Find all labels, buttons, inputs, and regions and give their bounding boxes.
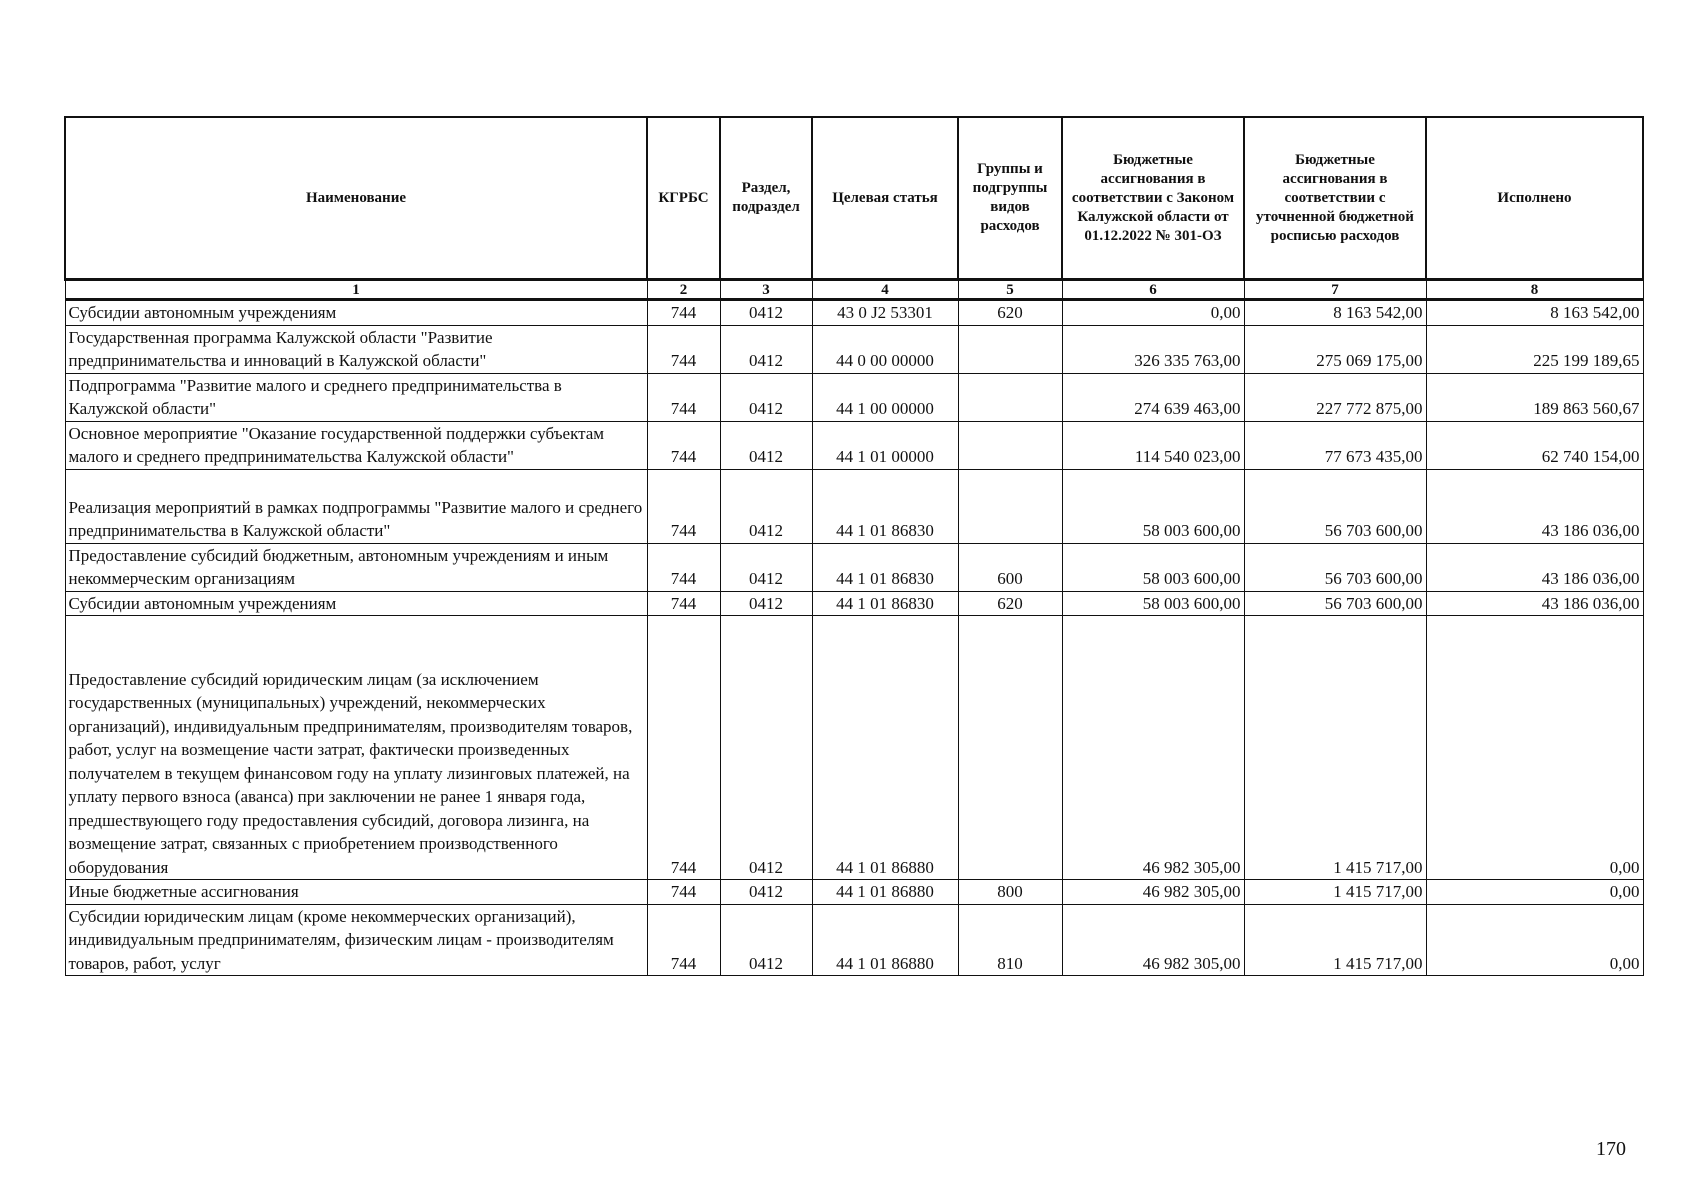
row-expense-group: 800: [958, 880, 1062, 905]
row-expense-group: [958, 325, 1062, 373]
row-name: Предоставление субсидий юридическим лицам (за исключением государственных (муниципальных) учреждений, некоммерческих организаций), индивидуальным предпринимателям, производителям товаров, работ, услуг на возмещение части затрат, фактически произведенных получателем в текущем финансовом году на уплату лизинговых платежей, на уплату первого взноса (аванса) при заключении не ранее 1 января года, предшествующего году предоставления субсидий, договора лизинга, на возмещение затрат, связанных с приобретением производственного оборудования: [65, 616, 647, 880]
table-row: [65, 616, 1643, 880]
row-name: Подпрограмма "Развитие малого и среднего предпринимательства в Калужской области": [65, 373, 647, 421]
header-name: Наименование: [65, 117, 647, 280]
row-law-amount: 58 003 600,00: [1062, 543, 1244, 591]
row-expense-group: [958, 373, 1062, 421]
row-revised-amount: 275 069 175,00: [1244, 325, 1426, 373]
budget-table: [64, 116, 1644, 976]
row-razdel: 0412: [720, 325, 812, 373]
row-kgrbs: 744: [647, 880, 720, 905]
column-number: 1: [65, 280, 647, 300]
row-name: Государственная программа Калужской области "Развитие предпринимательства и инноваций в Калужской области": [65, 325, 647, 373]
row-kgrbs: 744: [647, 469, 720, 543]
row-razdel: 0412: [720, 543, 812, 591]
row-name: Реализация мероприятий в рамках подпрограммы "Развитие малого и среднего предпринимательства в Калужской области": [65, 469, 647, 543]
row-law-amount: 58 003 600,00: [1062, 469, 1244, 543]
row-kgrbs: 744: [647, 904, 720, 976]
row-kgrbs: 744: [647, 543, 720, 591]
table-row: [65, 904, 1643, 976]
column-number: 2: [647, 280, 720, 300]
row-name: Иные бюджетные ассигнования: [65, 880, 647, 905]
row-law-amount: 326 335 763,00: [1062, 325, 1244, 373]
header-row: [65, 117, 1643, 280]
row-target-article: 44 1 01 86830: [812, 543, 958, 591]
row-target-article: 44 1 00 00000: [812, 373, 958, 421]
row-executed-amount: 43 186 036,00: [1426, 591, 1643, 616]
row-executed-amount: 43 186 036,00: [1426, 543, 1643, 591]
row-name: Субсидии автономным учреждениям: [65, 300, 647, 326]
row-executed-amount: 0,00: [1426, 904, 1643, 976]
row-kgrbs: 744: [647, 421, 720, 469]
table-row: [65, 469, 1643, 543]
row-revised-amount: 56 703 600,00: [1244, 469, 1426, 543]
row-target-article: 44 1 01 86880: [812, 904, 958, 976]
header-expense-group: Группы и подгруппы видов расходов: [958, 117, 1062, 280]
table-row: [65, 591, 1643, 616]
header-razdel: Раздел, подраздел: [720, 117, 812, 280]
table-row: [65, 373, 1643, 421]
row-executed-amount: 0,00: [1426, 880, 1643, 905]
page-number: 170: [1596, 1138, 1626, 1160]
row-executed-amount: 8 163 542,00: [1426, 300, 1643, 326]
header-law-allocations: Бюджетные ассигнования в соответствии с Законом Калужской области от 01.12.2022 № 301-ОЗ: [1062, 117, 1244, 280]
row-expense-group: [958, 616, 1062, 880]
row-razdel: 0412: [720, 904, 812, 976]
row-expense-group: [958, 421, 1062, 469]
row-razdel: 0412: [720, 469, 812, 543]
row-name: Субсидии автономным учреждениям: [65, 591, 647, 616]
row-law-amount: 46 982 305,00: [1062, 904, 1244, 976]
row-razdel: 0412: [720, 421, 812, 469]
row-expense-group: 600: [958, 543, 1062, 591]
row-target-article: 44 0 00 00000: [812, 325, 958, 373]
row-razdel: 0412: [720, 880, 812, 905]
row-revised-amount: 1 415 717,00: [1244, 904, 1426, 976]
row-name: Субсидии юридическим лицам (кроме некоммерческих организаций), индивидуальным предпринимателям, физическим лицам - производителям товаров, работ, услуг: [65, 904, 647, 976]
table-row: [65, 543, 1643, 591]
row-target-article: 44 1 01 00000: [812, 421, 958, 469]
column-number: 6: [1062, 280, 1244, 300]
row-target-article: 44 1 01 86880: [812, 616, 958, 880]
row-law-amount: 58 003 600,00: [1062, 591, 1244, 616]
row-kgrbs: 744: [647, 300, 720, 326]
row-revised-amount: 8 163 542,00: [1244, 300, 1426, 326]
row-kgrbs: 744: [647, 325, 720, 373]
row-law-amount: 274 639 463,00: [1062, 373, 1244, 421]
header-target-article: Целевая статья: [812, 117, 958, 280]
column-number: 8: [1426, 280, 1643, 300]
row-target-article: 44 1 01 86880: [812, 880, 958, 905]
row-expense-group: 810: [958, 904, 1062, 976]
row-executed-amount: 0,00: [1426, 616, 1643, 880]
table-row: [65, 421, 1643, 469]
row-target-article: 44 1 01 86830: [812, 469, 958, 543]
column-number: 3: [720, 280, 812, 300]
row-law-amount: 46 982 305,00: [1062, 880, 1244, 905]
row-name: Предоставление субсидий бюджетным, автономным учреждениям и иным некоммерческим организациям: [65, 543, 647, 591]
table-row: [65, 300, 1643, 326]
row-executed-amount: 225 199 189,65: [1426, 325, 1643, 373]
row-expense-group: 620: [958, 591, 1062, 616]
row-razdel: 0412: [720, 616, 812, 880]
row-kgrbs: 744: [647, 591, 720, 616]
row-razdel: 0412: [720, 373, 812, 421]
row-executed-amount: 43 186 036,00: [1426, 469, 1643, 543]
row-razdel: 0412: [720, 591, 812, 616]
row-law-amount: 114 540 023,00: [1062, 421, 1244, 469]
header-revised-allocations: Бюджетные ассигнования в соответствии с уточненной бюджетной росписью расходов: [1244, 117, 1426, 280]
row-name: Основное мероприятие "Оказание государственной поддержки субъектам малого и среднего предпринимательства Калужской области": [65, 421, 647, 469]
row-razdel: 0412: [720, 300, 812, 326]
column-number: 4: [812, 280, 958, 300]
table-row: [65, 880, 1643, 905]
row-expense-group: 620: [958, 300, 1062, 326]
row-revised-amount: 77 673 435,00: [1244, 421, 1426, 469]
row-kgrbs: 744: [647, 373, 720, 421]
row-law-amount: 46 982 305,00: [1062, 616, 1244, 880]
row-expense-group: [958, 469, 1062, 543]
row-revised-amount: 1 415 717,00: [1244, 616, 1426, 880]
header-kgrbs: КГРБС: [647, 117, 720, 280]
row-target-article: 44 1 01 86830: [812, 591, 958, 616]
row-revised-amount: 56 703 600,00: [1244, 591, 1426, 616]
table-row: [65, 325, 1643, 373]
column-number: 7: [1244, 280, 1426, 300]
row-kgrbs: 744: [647, 616, 720, 880]
column-number-row: [65, 280, 1643, 300]
row-revised-amount: 1 415 717,00: [1244, 880, 1426, 905]
header-executed: Исполнено: [1426, 117, 1643, 280]
row-executed-amount: 62 740 154,00: [1426, 421, 1643, 469]
row-revised-amount: 56 703 600,00: [1244, 543, 1426, 591]
row-law-amount: 0,00: [1062, 300, 1244, 326]
column-number: 5: [958, 280, 1062, 300]
row-target-article: 43 0 J2 53301: [812, 300, 958, 326]
row-revised-amount: 227 772 875,00: [1244, 373, 1426, 421]
row-executed-amount: 189 863 560,67: [1426, 373, 1643, 421]
